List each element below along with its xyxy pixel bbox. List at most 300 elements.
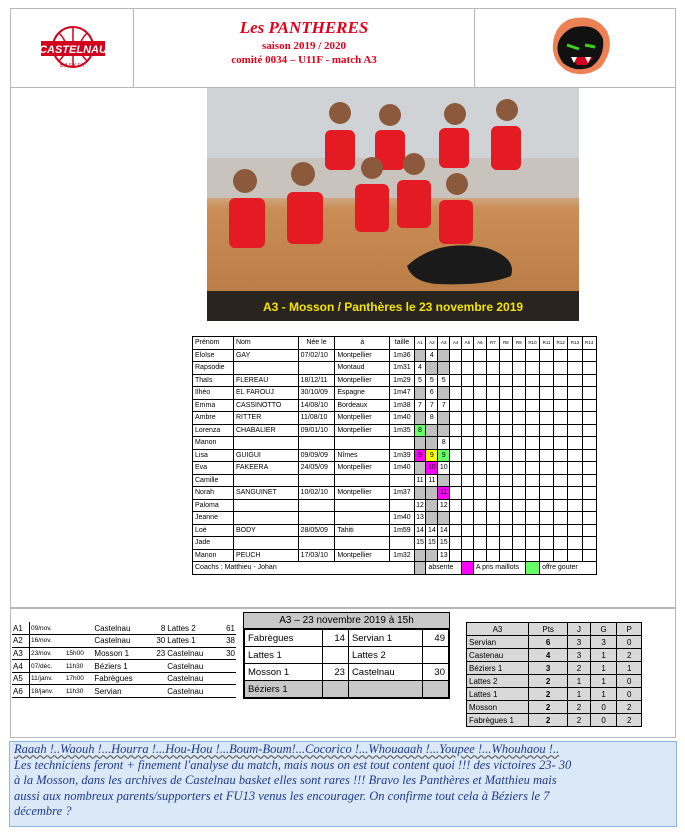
roster-match-cell bbox=[540, 387, 554, 400]
schedule-cell: 8 bbox=[151, 622, 167, 635]
roster-header: R8 bbox=[499, 337, 512, 350]
standings-cell: 3 bbox=[590, 636, 617, 649]
standings-cell: 2 bbox=[617, 649, 642, 662]
roster-row bbox=[193, 399, 597, 412]
legend-absent-label: absente bbox=[426, 562, 462, 575]
roster-row bbox=[193, 437, 597, 450]
standings-header-row bbox=[467, 623, 642, 636]
roster-header: R11 bbox=[540, 337, 554, 350]
roster-row bbox=[193, 499, 597, 512]
roster-match-cell bbox=[582, 349, 596, 362]
standings-cell: Lattes 1 bbox=[467, 688, 529, 701]
schedule-cell bbox=[151, 672, 167, 685]
season-label: saison 2019 / 2020 bbox=[261, 40, 347, 52]
roster-cell: 1m37 bbox=[390, 487, 414, 500]
roster-header: A2 bbox=[426, 337, 438, 350]
roster-match-cell bbox=[450, 474, 462, 487]
roster-match-cell bbox=[512, 512, 525, 525]
roster-match-cell bbox=[499, 349, 512, 362]
match-cell bbox=[348, 681, 422, 698]
roster-cell: 18/12/11 bbox=[298, 374, 335, 387]
roster-match-cell bbox=[438, 349, 450, 362]
roster-cell: Montaud bbox=[335, 362, 390, 375]
roster-match-cell bbox=[450, 499, 462, 512]
roster-match-cell bbox=[554, 374, 568, 387]
match-row bbox=[245, 681, 449, 698]
schedule-row bbox=[12, 672, 236, 685]
roster-match-cell bbox=[414, 462, 426, 475]
roster-match-cell bbox=[450, 424, 462, 437]
roster-cell: CHABALIER bbox=[233, 424, 298, 437]
standings-header: P bbox=[617, 623, 642, 636]
roster-row bbox=[193, 424, 597, 437]
standings-cell: 2 bbox=[617, 714, 642, 727]
roster-match-cell: 11 bbox=[426, 474, 438, 487]
standings-cell: Mosson bbox=[467, 701, 529, 714]
roster-cell: EL FAROUJ bbox=[233, 387, 298, 400]
roster-match-cell: 5 bbox=[426, 374, 438, 387]
schedule-cell: 23 bbox=[151, 647, 167, 660]
photo-caption: A3 - Mosson / Panthères le 23 novembre 2019 bbox=[262, 300, 524, 314]
schedule-row bbox=[12, 622, 236, 635]
roster-match-cell bbox=[512, 537, 525, 550]
roster-header: R7 bbox=[486, 337, 499, 350]
roster-match-cell bbox=[462, 399, 474, 412]
roster-match-cell bbox=[582, 474, 596, 487]
roster-match-cell: 4 bbox=[426, 349, 438, 362]
roster-cell: Manon bbox=[193, 549, 234, 562]
roster-match-cell bbox=[426, 487, 438, 500]
roster-match-cell bbox=[568, 487, 582, 500]
roster-header: R10 bbox=[525, 337, 539, 350]
match-cell: Lattes 2 bbox=[348, 647, 422, 664]
roster-match-cell bbox=[568, 412, 582, 425]
schedule-cell bbox=[220, 685, 236, 698]
roster-match-cell bbox=[554, 524, 568, 537]
roster-match-cell bbox=[540, 524, 554, 537]
roster-match-cell bbox=[486, 412, 499, 425]
roster-cell: Paloma bbox=[193, 499, 234, 512]
standings-header: Pts bbox=[529, 623, 568, 636]
standings-row bbox=[467, 701, 642, 714]
roster-match-cell bbox=[568, 462, 582, 475]
schedule-cell: A2 bbox=[12, 635, 30, 648]
roster-match-cell bbox=[540, 462, 554, 475]
roster-cell: RITTER bbox=[233, 412, 298, 425]
roster-match-cell bbox=[568, 399, 582, 412]
header-logo-cell bbox=[10, 8, 134, 88]
roster-match-cell bbox=[554, 537, 568, 550]
schedule-cell: Lattes 2 bbox=[166, 622, 220, 635]
roster-match-cell: 10 bbox=[426, 462, 438, 475]
roster-match-cell bbox=[554, 349, 568, 362]
roster-match-cell bbox=[512, 349, 525, 362]
roster-match-cell bbox=[582, 487, 596, 500]
roster-match-cell: 8 bbox=[438, 437, 450, 450]
roster-match-cell bbox=[568, 499, 582, 512]
schedule-cell: 11h30 bbox=[65, 685, 94, 698]
roster-cell: 30/10/09 bbox=[298, 387, 335, 400]
roster-match-cell bbox=[525, 349, 539, 362]
standings-row bbox=[467, 714, 642, 727]
roster-cell: 1m38 bbox=[390, 399, 414, 412]
roster-cell bbox=[335, 437, 390, 450]
roster-header: R13 bbox=[568, 337, 582, 350]
standings-cell: 1 bbox=[568, 688, 590, 701]
roster-header: Nom bbox=[233, 337, 298, 350]
roster-match-cell bbox=[512, 437, 525, 450]
standings-cell: 2 bbox=[529, 688, 568, 701]
roster-header: A4 bbox=[450, 337, 462, 350]
svg-text:BASKET: BASKET bbox=[60, 63, 86, 69]
roster-match-cell bbox=[473, 424, 486, 437]
schedule-cell bbox=[65, 622, 94, 635]
roster-header: A3 bbox=[438, 337, 450, 350]
roster-cell: Montpellier bbox=[335, 374, 390, 387]
standings-cell: Castenau bbox=[467, 649, 529, 662]
roster-cell: 1m32 bbox=[390, 549, 414, 562]
roster-match-cell bbox=[499, 512, 512, 525]
roster-match-cell bbox=[540, 537, 554, 550]
schedule-cell: 30 bbox=[220, 647, 236, 660]
roster-cell: 1m31 bbox=[390, 362, 414, 375]
roster-match-cell bbox=[554, 362, 568, 375]
roster-match-cell bbox=[525, 424, 539, 437]
roster-match-cell bbox=[426, 549, 438, 562]
roster-match-cell bbox=[450, 549, 462, 562]
schedule-cell: 30 bbox=[151, 635, 167, 648]
roster-cell bbox=[233, 437, 298, 450]
roster-match-cell bbox=[525, 512, 539, 525]
roster-match-cell bbox=[486, 424, 499, 437]
comment-line: décembre ? bbox=[14, 804, 72, 818]
match-cell: 14 bbox=[322, 630, 348, 647]
roster-match-cell bbox=[540, 499, 554, 512]
roster-match-cell bbox=[512, 462, 525, 475]
match-cell: 49 bbox=[422, 630, 448, 647]
roster-match-cell bbox=[512, 499, 525, 512]
roster-cell: Jade bbox=[193, 537, 234, 550]
roster-match-cell bbox=[554, 437, 568, 450]
roster-match-cell bbox=[486, 437, 499, 450]
roster-cell: Ilhéo bbox=[193, 387, 234, 400]
roster-row bbox=[193, 537, 597, 550]
roster-cell: Eloïse bbox=[193, 349, 234, 362]
roster-cell bbox=[298, 512, 335, 525]
match-day-body bbox=[245, 630, 449, 698]
roster-cell bbox=[233, 499, 298, 512]
roster-match-cell bbox=[582, 499, 596, 512]
roster-match-cell bbox=[462, 524, 474, 537]
roster-match-cell bbox=[473, 512, 486, 525]
roster-match-cell: 4 bbox=[414, 362, 426, 375]
roster-table bbox=[192, 336, 597, 575]
schedule-cell: A4 bbox=[12, 660, 30, 673]
roster-cell: 09/01/10 bbox=[298, 424, 335, 437]
roster-row bbox=[193, 387, 597, 400]
roster-match-cell bbox=[512, 474, 525, 487]
standings-cell: 0 bbox=[617, 688, 642, 701]
roster-match-cell bbox=[414, 549, 426, 562]
match-cell bbox=[422, 681, 448, 698]
standings-cell: 0 bbox=[617, 675, 642, 688]
schedule-cell: 18/janv. bbox=[30, 685, 65, 698]
roster-row bbox=[193, 512, 597, 525]
roster-match-cell bbox=[450, 537, 462, 550]
roster-match-cell bbox=[540, 362, 554, 375]
roster-match-cell bbox=[486, 499, 499, 512]
roster-cell bbox=[233, 362, 298, 375]
standings-cell: 6 bbox=[529, 636, 568, 649]
roster-cell: Tahiti bbox=[335, 524, 390, 537]
roster-cell: Loé bbox=[193, 524, 234, 537]
roster-match-cell bbox=[568, 387, 582, 400]
roster-match-cell: 9 bbox=[414, 449, 426, 462]
roster-match-cell bbox=[462, 449, 474, 462]
schedule-cell: A6 bbox=[12, 685, 30, 698]
roster-match-cell: 5 bbox=[438, 374, 450, 387]
standings-cell: 1 bbox=[590, 662, 617, 675]
roster-cell bbox=[335, 537, 390, 550]
roster-match-cell bbox=[473, 549, 486, 562]
roster-match-cell bbox=[540, 424, 554, 437]
standings-cell: Fabrègues 1 bbox=[467, 714, 529, 727]
schedule-cell: Mosson 1 bbox=[93, 647, 150, 660]
roster-match-cell: 7 bbox=[414, 399, 426, 412]
roster-match-cell bbox=[512, 399, 525, 412]
schedule-cell bbox=[65, 635, 94, 648]
roster-match-cell bbox=[450, 462, 462, 475]
roster-match-cell bbox=[462, 499, 474, 512]
roster-match-cell bbox=[486, 487, 499, 500]
roster-cell: 10/02/10 bbox=[298, 487, 335, 500]
roster-cell bbox=[390, 437, 414, 450]
schedule-cell: 23/nov. bbox=[30, 647, 65, 660]
standings-cell: 0 bbox=[590, 701, 617, 714]
roster-cell: Eva bbox=[193, 462, 234, 475]
match-day-box bbox=[243, 612, 450, 699]
match-comment[interactable] bbox=[9, 741, 677, 827]
roster-cell: Camille bbox=[193, 474, 234, 487]
roster-cell: Espagne bbox=[335, 387, 390, 400]
roster-match-cell bbox=[499, 487, 512, 500]
roster-match-cell bbox=[540, 437, 554, 450]
header-panther-cell bbox=[474, 8, 676, 88]
roster-match-cell bbox=[554, 399, 568, 412]
roster-match-cell: 8 bbox=[426, 412, 438, 425]
roster-match-cell bbox=[486, 462, 499, 475]
roster-cell bbox=[335, 474, 390, 487]
roster-match-cell bbox=[486, 537, 499, 550]
roster-cell: Montpellier bbox=[335, 349, 390, 362]
standings-table bbox=[466, 622, 642, 727]
roster-match-cell: 14 bbox=[414, 524, 426, 537]
roster-match-cell: 12 bbox=[438, 499, 450, 512]
roster-cell bbox=[335, 499, 390, 512]
roster-cell: Bordeaux bbox=[335, 399, 390, 412]
roster-cell: 11/08/10 bbox=[298, 412, 335, 425]
roster-match-cell: 11 bbox=[438, 487, 450, 500]
roster-match-cell bbox=[568, 537, 582, 550]
roster-cell: 1m36 bbox=[390, 349, 414, 362]
roster-match-cell bbox=[486, 549, 499, 562]
roster-match-cell bbox=[486, 349, 499, 362]
roster-match-cell bbox=[525, 374, 539, 387]
roster-match-cell bbox=[450, 412, 462, 425]
roster-row bbox=[193, 524, 597, 537]
roster-cell bbox=[298, 474, 335, 487]
roster-match-cell bbox=[568, 362, 582, 375]
roster-match-cell bbox=[568, 374, 582, 387]
schedule-row bbox=[12, 685, 236, 698]
roster-match-cell bbox=[512, 449, 525, 462]
roster-match-cell bbox=[414, 387, 426, 400]
roster-match-cell bbox=[462, 537, 474, 550]
roster-match-cell bbox=[554, 474, 568, 487]
roster-match-cell: 11 bbox=[414, 474, 426, 487]
roster-match-cell bbox=[450, 399, 462, 412]
roster-match-cell bbox=[540, 549, 554, 562]
schedule-cell: A3 bbox=[12, 647, 30, 660]
standings-cell: 1 bbox=[590, 675, 617, 688]
roster-row bbox=[193, 487, 597, 500]
schedule-cell bbox=[151, 660, 167, 673]
roster-cell: 1m29 bbox=[390, 374, 414, 387]
roster-cell: BODY bbox=[233, 524, 298, 537]
roster-match-cell bbox=[525, 462, 539, 475]
roster-cell: Emma bbox=[193, 399, 234, 412]
roster-match-cell bbox=[450, 524, 462, 537]
roster-match-cell bbox=[568, 437, 582, 450]
roster-match-cell bbox=[568, 524, 582, 537]
roster-match-cell bbox=[450, 362, 462, 375]
standings-cell: 3 bbox=[529, 662, 568, 675]
roster-match-cell bbox=[450, 487, 462, 500]
header-title-cell bbox=[133, 8, 475, 88]
team-photo bbox=[207, 88, 579, 321]
coaches-label: Coachs : Matthieu - Johan bbox=[193, 562, 415, 575]
roster-cell: 1m40 bbox=[390, 412, 414, 425]
roster-cell: Montpellier bbox=[335, 424, 390, 437]
roster-cell: Rapsodie bbox=[193, 362, 234, 375]
standings-header: J bbox=[568, 623, 590, 636]
schedule-cell: Castelnau bbox=[166, 647, 220, 660]
roster-match-cell bbox=[426, 499, 438, 512]
match-cell: Mosson 1 bbox=[245, 664, 323, 681]
roster-cell bbox=[233, 474, 298, 487]
roster-match-cell: 7 bbox=[426, 399, 438, 412]
schedule-cell: Servian bbox=[93, 685, 150, 698]
roster-match-cell bbox=[568, 474, 582, 487]
roster-match-cell bbox=[525, 362, 539, 375]
roster-cell: 1m59 bbox=[390, 524, 414, 537]
roster-match-cell bbox=[582, 449, 596, 462]
roster-match-cell bbox=[450, 387, 462, 400]
roster-cell: FLEREAU bbox=[233, 374, 298, 387]
committee-label: comité 0034 – U11F - match A3 bbox=[231, 54, 377, 66]
roster-match-cell bbox=[554, 412, 568, 425]
roster-match-cell: 6 bbox=[426, 387, 438, 400]
roster-match-cell: 9 bbox=[438, 449, 450, 462]
schedule-cell: 15h00 bbox=[65, 647, 94, 660]
schedule-cell: Castelnau bbox=[166, 685, 220, 698]
comment-line: Les techniciens feront + finement l'analyse du match, mais nous on est tout content quoi !!! des victoires 23- 30 bbox=[14, 757, 572, 772]
roster-match-cell bbox=[462, 374, 474, 387]
roster-match-cell bbox=[450, 449, 462, 462]
roster-match-cell bbox=[512, 549, 525, 562]
roster-row bbox=[193, 374, 597, 387]
roster-match-cell bbox=[499, 449, 512, 462]
schedule-cell bbox=[151, 685, 167, 698]
roster-match-cell: 15 bbox=[438, 537, 450, 550]
standings-row bbox=[467, 636, 642, 649]
roster-match-cell bbox=[438, 387, 450, 400]
standings-cell: 2 bbox=[529, 714, 568, 727]
schedule-row bbox=[12, 635, 236, 648]
roster-match-cell bbox=[426, 424, 438, 437]
roster-cell bbox=[390, 474, 414, 487]
roster-cell: Ambre bbox=[193, 412, 234, 425]
roster-match-cell bbox=[499, 499, 512, 512]
roster-match-cell bbox=[462, 474, 474, 487]
roster-match-cell bbox=[414, 437, 426, 450]
match-row bbox=[245, 630, 449, 647]
schedule-cell: Castelnau bbox=[166, 672, 220, 685]
roster-match-cell bbox=[473, 524, 486, 537]
roster-cell: 1m39 bbox=[390, 449, 414, 462]
match-row bbox=[245, 664, 449, 681]
roster-match-cell bbox=[486, 399, 499, 412]
roster-match-cell bbox=[473, 362, 486, 375]
standings-header: G bbox=[590, 623, 617, 636]
schedule-cell bbox=[220, 672, 236, 685]
roster-match-cell bbox=[540, 412, 554, 425]
roster-match-cell bbox=[473, 399, 486, 412]
roster-header: A6 bbox=[473, 337, 486, 350]
roster-match-cell bbox=[540, 374, 554, 387]
roster-match-cell bbox=[473, 349, 486, 362]
match-row bbox=[245, 647, 449, 664]
roster-cell bbox=[233, 537, 298, 550]
roster-match-cell bbox=[525, 499, 539, 512]
roster-match-cell bbox=[582, 537, 596, 550]
roster-header: A1 bbox=[414, 337, 426, 350]
roster-match-cell bbox=[512, 524, 525, 537]
standings-body bbox=[467, 636, 642, 727]
standings-cell: 2 bbox=[568, 701, 590, 714]
schedule-cell: 17h00 bbox=[65, 672, 94, 685]
standings-cell: 2 bbox=[568, 662, 590, 675]
roster-match-cell bbox=[499, 462, 512, 475]
roster-match-cell bbox=[512, 362, 525, 375]
schedule-cell: 11/janv. bbox=[30, 672, 65, 685]
roster-match-cell bbox=[582, 462, 596, 475]
roster-cell: Montpellier bbox=[335, 412, 390, 425]
roster-match-cell bbox=[438, 362, 450, 375]
schedule-row bbox=[12, 647, 236, 660]
roster-match-cell: 5 bbox=[414, 374, 426, 387]
roster-match-cell bbox=[426, 437, 438, 450]
roster-match-cell bbox=[473, 374, 486, 387]
roster-match-cell: 14 bbox=[438, 524, 450, 537]
roster-match-cell bbox=[554, 449, 568, 462]
legend-maillots-label: A pris maillots bbox=[473, 562, 525, 575]
roster-match-cell bbox=[486, 474, 499, 487]
roster-match-cell bbox=[462, 462, 474, 475]
standings-row bbox=[467, 649, 642, 662]
roster-cell: GAY bbox=[233, 349, 298, 362]
comment-line: Raaah !..Waouh !...Hourra !...Hou-Hou !...Boum-Boum!...Cocorico !...Whouaaah !...Youpee !...Whouhaou !.. bbox=[14, 742, 560, 756]
